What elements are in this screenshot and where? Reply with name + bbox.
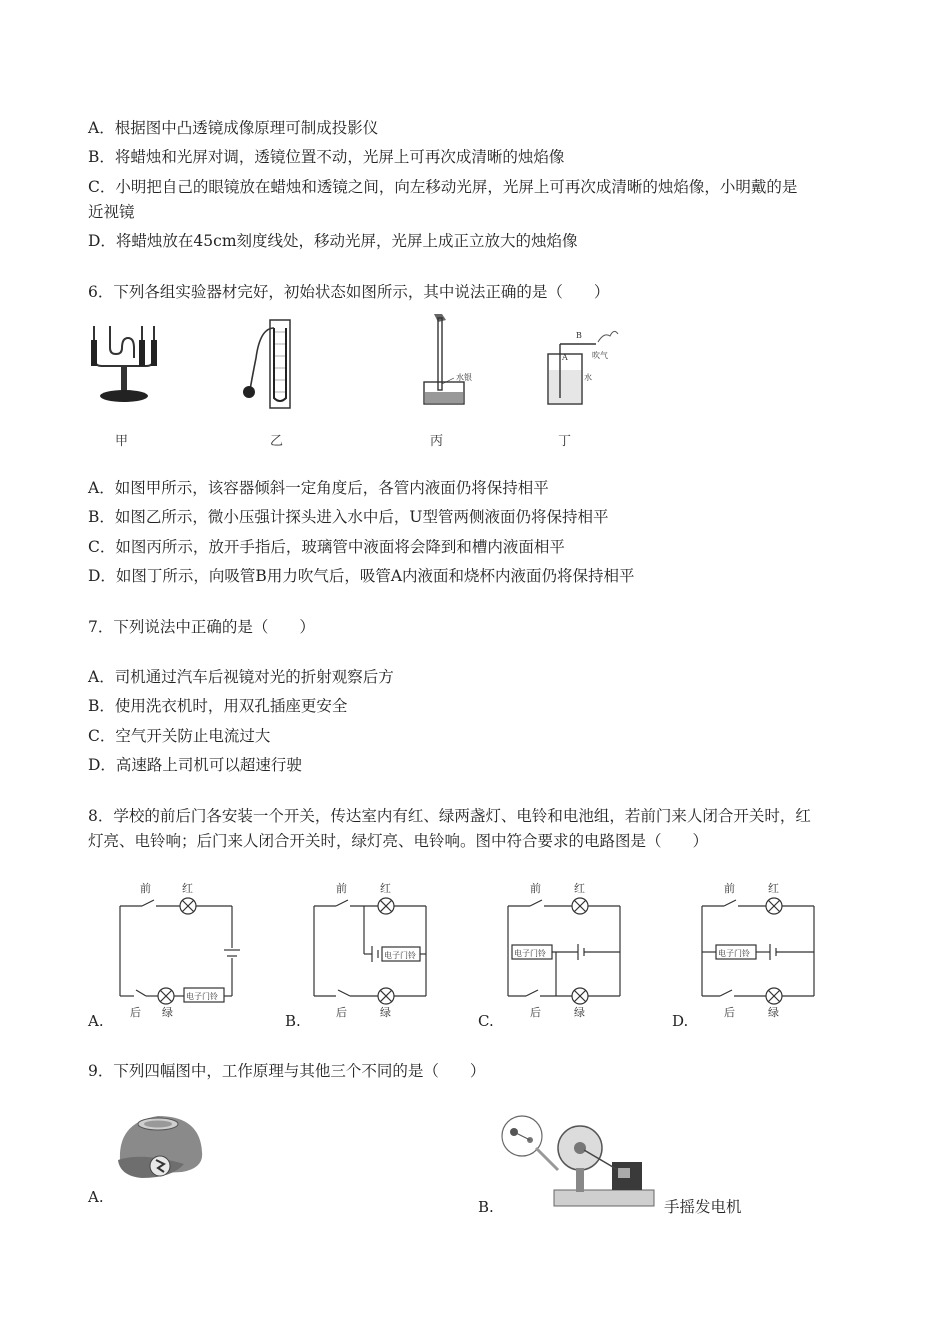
label-bell: 电子门铃	[186, 992, 218, 1001]
q5-option-a: A．根据图中凸透镜成像原理可制成投影仪	[88, 119, 379, 137]
caption-bing: 丙	[430, 434, 444, 449]
label-back: 后	[530, 1006, 541, 1019]
hand-generator-image	[500, 1110, 660, 1214]
q9-stem: 9．下列四幅图中，工作原理与其他三个不同的是（ ）	[88, 1062, 486, 1080]
label-front: 前	[140, 882, 151, 895]
caption-jia: 甲	[115, 434, 129, 449]
label-front: 前	[530, 882, 541, 895]
label-water: 水	[584, 373, 592, 382]
label-bell: 电子门铃	[384, 951, 416, 960]
label-bell: 电子门铃	[718, 949, 750, 958]
label-green: 绿	[768, 1006, 779, 1019]
q5-option-c-cont: 近视镜	[88, 203, 135, 221]
circuit-c	[500, 880, 628, 1020]
q7-option-b: B．使用洗衣机时，用双孔插座更安全	[88, 697, 348, 715]
label-red: 红	[380, 882, 391, 895]
label-green: 绿	[574, 1006, 585, 1019]
q6-option-b: B．如图乙所示，微小压强计探头进入水中后，U型管两侧液面仍将保持相平	[88, 508, 609, 526]
caption-ding: 丁	[558, 434, 572, 449]
q7-option-c: C．空气开关防止电流过大	[88, 727, 271, 745]
circuit-option-d: D.	[672, 1012, 689, 1030]
torricelli-tube-figure	[416, 312, 486, 408]
label-back: 后	[130, 1006, 141, 1019]
circuit-a	[112, 880, 240, 1020]
label-red: 红	[574, 882, 585, 895]
label-red: 红	[182, 882, 193, 895]
q9-option-a: A.	[88, 1188, 104, 1206]
q5-option-d: D．将蜡烛放在45cm刻度线处，移动光屏，光屏上成正立放大的烛焰像	[88, 232, 578, 250]
connected-vessels-figure	[84, 318, 164, 408]
caption-yi: 乙	[270, 434, 284, 449]
label-water-tank: 水银	[456, 373, 472, 382]
q5-option-b: B．将蜡烛和光屏对调，透镜位置不动，光屏上可再次成清晰的烛焰像	[88, 148, 565, 166]
label-blow: 吹气	[592, 351, 608, 360]
circuit-option-a: A.	[88, 1012, 104, 1030]
q6-option-a: A．如图甲所示，该容器倾斜一定角度后，各管内液面仍将保持相平	[88, 479, 549, 497]
circuit-b	[306, 880, 434, 1020]
label-green: 绿	[380, 1006, 391, 1019]
label-green: 绿	[162, 1006, 173, 1019]
q8-stem-line2: 灯亮、电铃响；后门来人闭合开关时，绿灯亮、电铃响。图中符合要求的电路图是（ ）	[88, 832, 709, 850]
label-tube-b: B	[576, 331, 582, 340]
label-tube-a: A	[562, 353, 568, 362]
q8-stem-line1: 8．学校的前后门各安装一个开关，传达室内有红、绿两盏灯、电铃和电池组，若前门来人闭合开关时，红	[88, 807, 811, 825]
caption-hand-generator: 手摇发电机	[664, 1198, 742, 1216]
label-back: 后	[724, 1006, 735, 1019]
blow-tube-figure	[540, 318, 620, 408]
circuit-option-c: C.	[478, 1012, 494, 1030]
label-front: 前	[724, 882, 735, 895]
label-back: 后	[336, 1006, 347, 1019]
q6-stem: 6．下列各组实验器材完好，初始状态如图所示，其中说法正确的是（ ）	[88, 283, 610, 301]
circuit-d	[694, 880, 822, 1020]
q7-option-d: D．高速路上司机可以超速行驶	[88, 756, 302, 774]
q7-stem: 7．下列说法中正确的是（ ）	[88, 618, 315, 636]
q6-option-c: C．如图丙所示，放开手指后，玻璃管中液面将会降到和槽内液面相平	[88, 538, 565, 556]
label-red: 红	[768, 882, 779, 895]
q7-option-a: A．司机通过汽车后视镜对光的折射观察后方	[88, 668, 394, 686]
pressure-gauge-figure	[240, 318, 300, 412]
q9-option-b: B.	[478, 1198, 494, 1216]
q5-option-c: C．小明把自己的眼镜放在蜡烛和透镜之间，向左移动光屏，光屏上可再次成清晰的烛焰像，小明戴的是	[88, 178, 798, 196]
label-bell: 电子门铃	[514, 949, 546, 958]
label-front: 前	[336, 882, 347, 895]
q6-option-d: D．如图丁所示，向吸管B用力吹气后，吸管A内液面和烧杯内液面仍将保持相平	[88, 567, 635, 585]
circuit-option-b: B.	[285, 1012, 301, 1030]
solar-fan-cap-image	[112, 1108, 212, 1180]
